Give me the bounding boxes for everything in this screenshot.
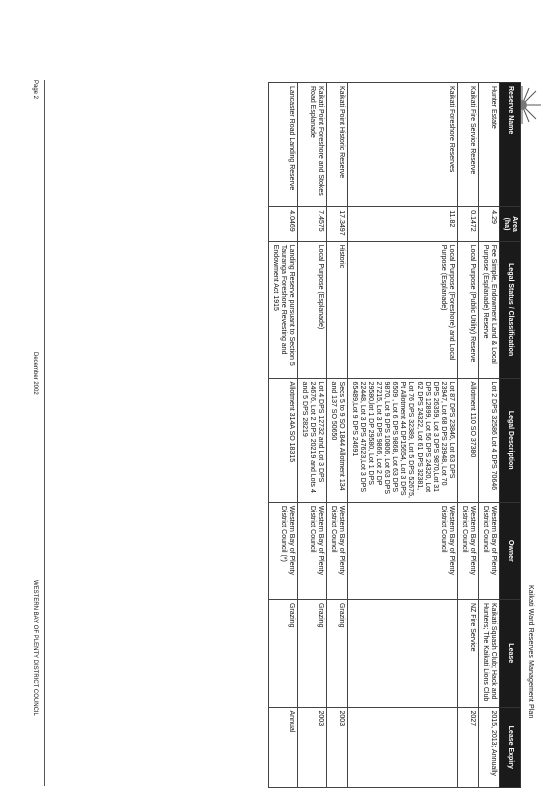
owner: Western Bay of Plenty District Council [457, 502, 478, 599]
footer-divider [44, 80, 45, 786]
lease-expiry [348, 707, 458, 787]
table-row [297, 83, 326, 788]
page-number: Page 2 [32, 80, 38, 100]
lease: Grazing [327, 599, 348, 707]
area-ha: 7.4575 [297, 207, 326, 241]
reserve-name: Lancaster Road Landing Reserve [268, 83, 297, 207]
area-ha: 4.29 [478, 207, 499, 241]
table-row [268, 83, 297, 788]
header-legal-status: Legal Status / Classification [499, 241, 520, 378]
legal-status: Landing Reserve pursuant to Section 5 Tauranga Foreshore Revesting and Endowment Act 1915 [268, 241, 297, 378]
lease-expiry: 2003 [327, 707, 348, 787]
reserve-name: Kaikati Point Historic Reserve [327, 83, 348, 207]
lease: Grazing [297, 599, 326, 707]
table-row [478, 83, 499, 788]
owner: Western Bay of Plenty District Council [478, 502, 499, 599]
owner: Western Bay of Plenty District Council [327, 502, 348, 599]
table-row [457, 83, 478, 788]
lease: NZ Fire Service [457, 599, 478, 707]
legal-description: Allotment 110 SO 37380 [457, 378, 478, 502]
header-lease: Lease [499, 599, 520, 707]
area-ha: 0.1472 [457, 207, 478, 241]
header-owner: Owner [499, 502, 520, 599]
legal-status: Fee Simple, Endowment Land & Local Purpose (Esplanade) Reserve [478, 241, 499, 378]
reserve-name: Kaikati Point Foreshore and Stokes Road Esplanade [297, 83, 326, 207]
legal-status: Local Purpose (Public Utility) Reserve [457, 241, 478, 378]
lease-expiry: Annual [268, 707, 297, 787]
legal-status: Local Purpose (Foreshore) and Local Purpose (Esplanade) [348, 241, 458, 378]
legal-description: Lot 2 DPS 32586 Lot 4 DPS 70646 [478, 378, 499, 502]
lease: Grazing [268, 599, 297, 707]
area-ha: 11.82 [348, 207, 458, 241]
table-row [327, 83, 348, 788]
header-lease-expiry: Lease Expiry [499, 707, 520, 787]
legal-status: Local Purpose (Esplanade) [297, 241, 326, 378]
lease [348, 599, 458, 707]
legal-description: Lot 4 DPS 12732 and Lot 3 DPS 24676, Lot 2 DPS 20219 and Lots 4 and 5 DPS 28219 [297, 378, 326, 502]
reserves-table [268, 82, 521, 788]
header-legal-description: Legal Description [499, 378, 520, 502]
document-title: Kaikati Ward Reserves Management Plan [527, 585, 534, 719]
header-area: Area (ha) [499, 207, 520, 241]
lease: Kaikati Squash Club; Hack and Hunters; The Kaikati Lions Club [478, 599, 499, 707]
header-reserve-name: Reserve Name [499, 83, 520, 207]
legal-status: Historic [327, 241, 348, 378]
lease-expiry: 2015, 2013; Annually [478, 707, 499, 787]
area-ha: 17.3497 [327, 207, 348, 241]
legal-description: Lot 87 DPS 23846, Lot 63 DPS 23947, Lot 68 DPS 23948, Lot 70 DPS 26359, Lot 3 DPS 9870,Lot 31 DPS 12899, Lot 56 DPS 24320, Lot 62 DPS 24322, Lot 61 DPS 32381, Lot 76 DPS 32389, Lot 5 DPS 52675, Pt Allotment 44 DP15654, Lot 3 DPS 6509 , Lot 6 DPS 9868, Lot 63 DPS 9870, Lot 9 DPS 10806, Lot 63 DPS 27215, Lot 3 DPS 9866, Lot 2 DP 29580,lot 1 DP 29580, Lot 1 DPS 22448, Lot 3 DPS 47623,Lot 3 DPS 65489,Lot 9 DPS 24691 [348, 378, 458, 502]
reserve-name: Kaikati Foreshore Reserves [348, 83, 458, 207]
lease-expiry: 2003 [297, 707, 326, 787]
legal-description: Allotment 314A SO 18315 [268, 378, 297, 502]
table-header-row [499, 83, 520, 788]
reserve-name: Kaikati Fire Service Reserve [457, 83, 478, 207]
owner: Western Bay of Plenty District Council [297, 502, 326, 599]
owner: Western Bay of Plenty District Council (*) [268, 502, 297, 599]
lease-expiry: 2027 [457, 707, 478, 787]
area-ha: 4.0469 [268, 207, 297, 241]
footer-organisation: WESTERN BAY OF PLENTY DISTRICT COUNCIL [32, 580, 38, 716]
reserve-name: Hunter Estate [478, 83, 499, 207]
table-row [348, 83, 458, 788]
owner: Western Bay of Plenty District Council [348, 502, 458, 599]
footer-date: December 2002 [32, 352, 38, 395]
legal-description: Secs 5 to 9 SO 1844 Allotment 134 and 137 SO 50650 [327, 378, 348, 502]
